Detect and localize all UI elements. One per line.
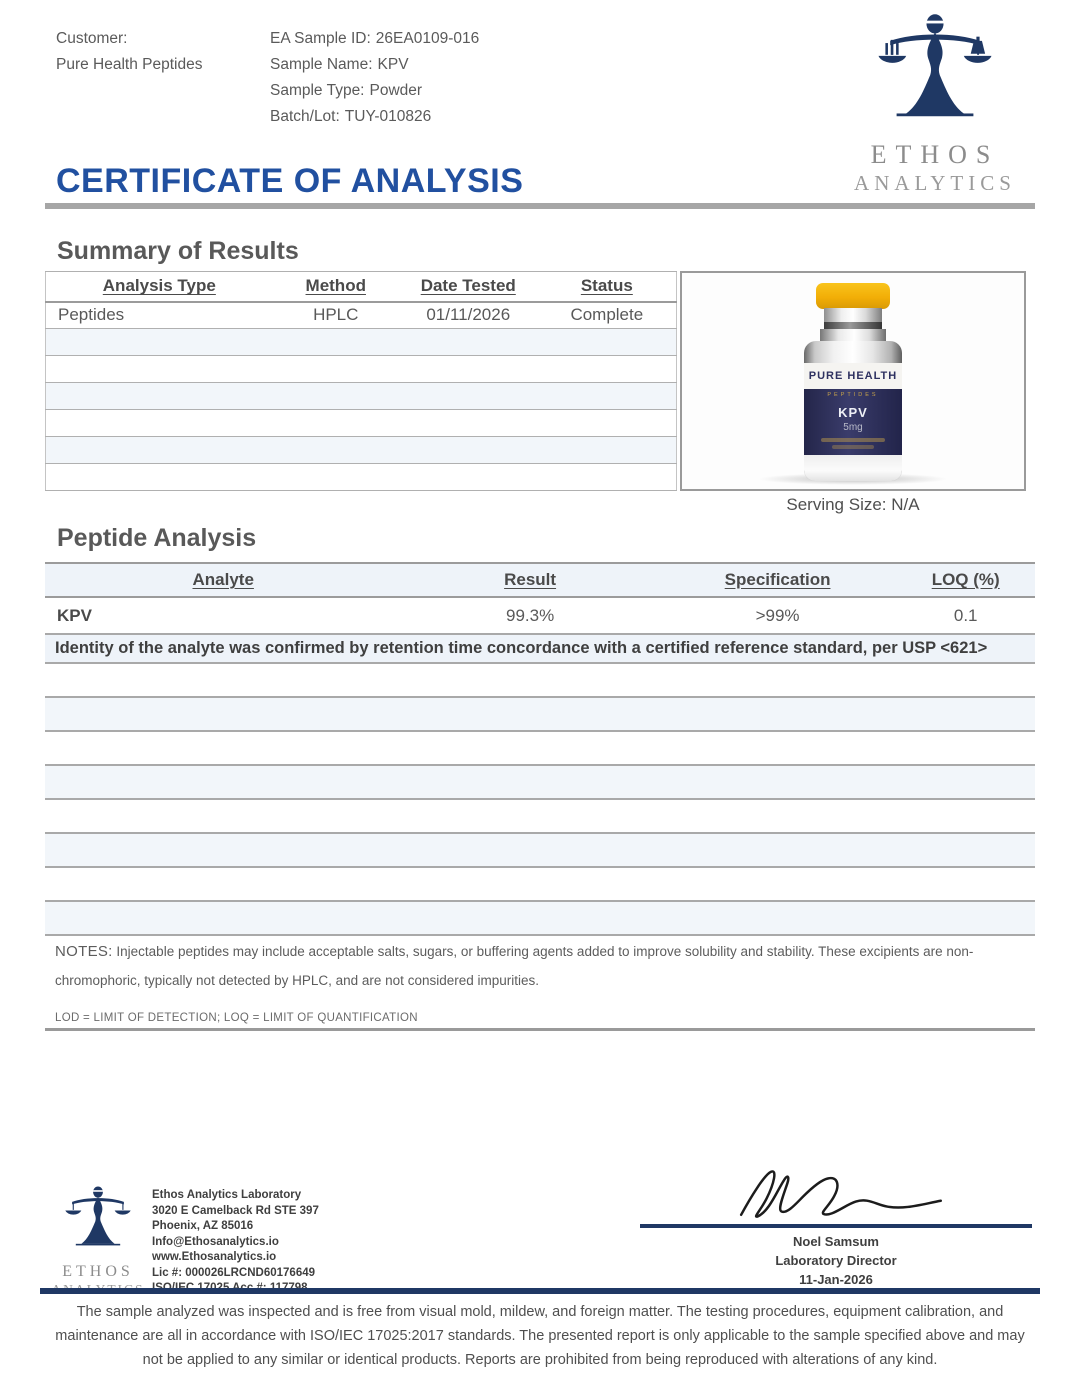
sample-info-line	[270, 78, 479, 104]
footer-logo	[46, 1184, 150, 1298]
title-divider	[45, 203, 1035, 209]
lab-info-line: Ethos Analytics Laboratory	[152, 1189, 302, 1201]
table-row	[45, 597, 1035, 634]
notes-text: Injectable peptides may include acceptable salts, sugars, or buffering agents added to improve solubility and stability. These excipients are non-chromophoric, typically not detected by HPLC, and are not considered impurities.	[55, 944, 974, 988]
column-header: Status	[580, 276, 633, 296]
analyte-cell: KPV	[57, 605, 92, 625]
identity-note-row	[45, 634, 1035, 663]
empty-table-row	[46, 410, 677, 437]
lady-justice-scales-icon	[60, 1245, 136, 1262]
customer-label: Customer:	[56, 30, 128, 47]
lab-info-line: 3020 E Camelback Rd STE 397	[152, 1204, 319, 1217]
empty-table-row	[46, 437, 677, 464]
vial-powder	[804, 455, 902, 481]
summary-table-header-row	[46, 272, 677, 302]
lab-info-line: Info@Ethosanalytics.io	[152, 1235, 279, 1248]
sample-id-value: 26EA0109-016	[375, 30, 480, 47]
logo-word-ethos: ETHOS	[870, 140, 1000, 169]
empty-table-row	[46, 356, 677, 383]
logo-word-ethos: ETHOS	[62, 1263, 134, 1280]
sample-id-label: EA Sample ID:	[270, 30, 371, 47]
sample-name-label: Sample Name:	[270, 56, 373, 73]
empty-table-row	[45, 867, 1035, 901]
column-header: Specification	[724, 570, 831, 589]
vial-dose: 5mg	[843, 422, 863, 433]
sample-info-block	[270, 26, 479, 130]
column-header: LOQ (%)	[931, 570, 1000, 589]
lod-loq-definition: LOD = LIMIT OF DETECTION; LOQ = LIMIT OF QUANTIFICATION	[55, 1012, 418, 1024]
empty-table-row	[45, 731, 1035, 765]
empty-table-row	[45, 765, 1035, 799]
laboratory-info-block	[152, 1188, 319, 1297]
customer-block	[56, 26, 202, 78]
sample-type-label: Sample Type:	[270, 82, 365, 99]
footer-divider-bar	[40, 1288, 1040, 1294]
empty-table-row	[45, 799, 1035, 833]
disclaimer-text: The sample analyzed was inspected and is free from visual mold, mildew, and foreign matter. The testing procedures, equipment calibration, and maintenance are all in accordance with ISO/IEC 17025:2017 standards. The presented report is only applicable to the sample specified above and may not be applied to any similar or identical products. Reports are prohibited from being reproduced with alterations of any kind.	[55, 1304, 1025, 1368]
sample-info-line	[270, 52, 479, 78]
column-header: Analyte	[192, 570, 254, 589]
table-row	[46, 302, 677, 329]
notes-label: NOTES:	[55, 943, 113, 960]
date-tested-cell: 01/11/2026	[426, 305, 511, 325]
peptide-table-header-row	[45, 563, 1035, 597]
sample-info-line	[270, 26, 479, 52]
summary-heading: Summary of Results	[57, 237, 299, 265]
serving-size-text: Serving Size: N/A	[786, 495, 920, 514]
vial-ferrule	[824, 308, 882, 323]
empty-table-row	[46, 464, 677, 491]
specification-cell: >99%	[755, 605, 800, 625]
empty-table-row	[45, 833, 1035, 867]
lab-info-line: www.Ethosanalytics.io	[152, 1251, 277, 1263]
notes-paragraph	[55, 937, 1030, 995]
product-vial-image	[798, 283, 908, 483]
batch-lot-value: TUY-010826	[344, 108, 432, 125]
empty-table-row	[45, 901, 1035, 935]
vial-fine-print-line	[832, 445, 873, 449]
method-cell: HPLC	[313, 305, 359, 325]
sample-info-line	[270, 104, 479, 130]
vial-brand-label: PURE HEALTH	[804, 363, 902, 389]
signature-icon	[640, 1162, 1032, 1228]
vial-brand-sub-label: PEPTIDES	[827, 392, 879, 398]
peptide-analysis-table	[45, 562, 1035, 936]
column-header: Method	[305, 276, 366, 296]
column-header: Result	[504, 570, 557, 589]
empty-table-row	[45, 697, 1035, 731]
sample-type-value: Powder	[369, 82, 423, 99]
batch-lot-label: Batch/Lot:	[270, 108, 340, 125]
empty-table-row	[46, 383, 677, 410]
empty-table-row	[45, 663, 1035, 697]
sample-name-value: KPV	[377, 56, 409, 73]
page-title: CERTIFICATE OF ANALYSIS	[56, 162, 524, 200]
signature-block	[640, 1162, 1032, 1289]
vial-product-name: KPV	[838, 405, 868, 420]
loq-cell: 0.1	[953, 605, 978, 625]
lady-justice-scales-icon	[840, 10, 1030, 138]
logo-word-analytics: ANALYTICS	[854, 171, 1016, 195]
lab-info-line: Lic #: 000026LRCND60176649	[152, 1266, 316, 1279]
vial-body	[804, 341, 902, 481]
signer-name: Noel Samsum	[793, 1234, 879, 1249]
column-header: Date Tested	[420, 276, 516, 296]
ethos-analytics-logo	[840, 10, 1030, 196]
identity-note-text: Identity of the analyte was confirmed by retention time concordance with a certified reference standard, per USP <621>	[55, 639, 988, 657]
status-cell: Complete	[570, 305, 644, 325]
result-cell: 99.3%	[505, 605, 555, 625]
summary-results-table	[45, 271, 677, 491]
lab-info-line: Phoenix, AZ 85016	[152, 1220, 254, 1232]
peptide-analysis-heading: Peptide Analysis	[57, 524, 257, 552]
vial-main-label	[804, 389, 902, 455]
analysis-type-cell: Peptides	[58, 305, 125, 325]
signature-date: 11-Jan-2026	[799, 1272, 873, 1287]
signer-title: Laboratory Director	[775, 1253, 897, 1268]
signature-line	[640, 1224, 1032, 1228]
vial-cap	[816, 283, 890, 309]
product-photo	[680, 271, 1026, 491]
empty-table-row	[46, 329, 677, 356]
notes-divider	[45, 1028, 1035, 1031]
column-header: Analysis Type	[102, 276, 216, 296]
vial-fine-print-line	[821, 438, 886, 442]
customer-name: Pure Health Peptides	[56, 56, 203, 73]
vial-crimp	[824, 322, 882, 329]
